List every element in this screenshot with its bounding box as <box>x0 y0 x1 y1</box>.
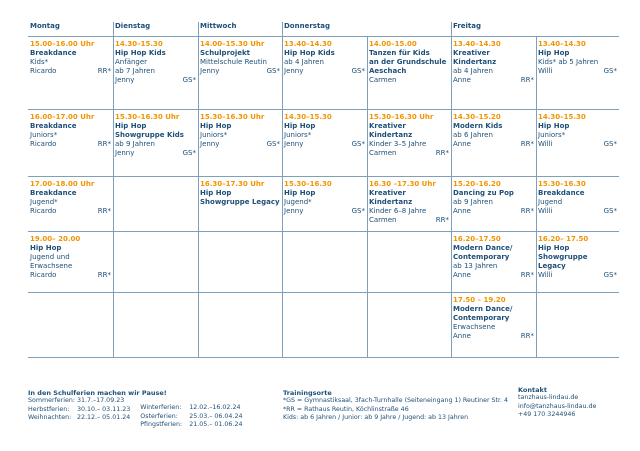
class-detail: Jugend und <box>30 253 70 262</box>
class-time: 16.20–17.50 <box>453 235 501 243</box>
class-entry-do2b <box>367 113 451 158</box>
room-code: GS* <box>603 271 617 280</box>
class-detail: Mittelschule Reutin <box>200 58 267 67</box>
grid-hline <box>28 176 619 177</box>
class-time: 16.20– 17.50 <box>538 235 589 243</box>
class-detail: ab 13 Jahren <box>453 262 498 271</box>
room-code: RR* <box>520 332 534 341</box>
teacher-name: Anne <box>453 76 471 85</box>
teacher-room-row <box>453 332 534 341</box>
training-places-block <box>283 389 513 422</box>
teacher-room-row <box>453 76 534 85</box>
class-entry-mi2 <box>198 113 282 149</box>
class-time: 17.00–18.00 Uhr <box>30 180 95 188</box>
age-groups: Kids: ab 6 Jahren / Junior: ab 9 Jahre / Jugend: ab 13 Jahren <box>283 413 469 421</box>
teacher-room-row <box>538 67 617 76</box>
place-rr: *RR = Rathaus Reutin, Köchlinstraße 46 <box>283 405 409 413</box>
class-detail: Kinder 6–8 Jahre <box>369 207 427 216</box>
day-header-freitag: Freitag <box>453 22 482 30</box>
class-entry-do2a <box>282 113 367 149</box>
class-time: 15.30–16.30 Uhr <box>369 113 434 121</box>
class-entry-fr4a <box>451 235 536 280</box>
teacher-name: Jenny <box>115 149 135 158</box>
class-detail: Jugend* <box>284 198 312 207</box>
class-title: Showgruppe Kids <box>115 131 184 140</box>
teacher-room-row <box>453 271 534 280</box>
room-code: GS* <box>603 67 617 76</box>
grid-hline <box>28 109 619 110</box>
class-entry-do3a <box>282 180 367 216</box>
class-title: Hip Hop <box>200 122 232 131</box>
room-code: GS* <box>266 67 280 76</box>
teacher-room-row <box>453 207 534 216</box>
class-entry-di2 <box>113 113 198 158</box>
class-title: Hip Hop <box>538 122 570 131</box>
class-time: 13.40–14.30 <box>538 40 586 48</box>
class-title: Tanzen für Kids <box>369 49 430 58</box>
class-detail: ab 6 Jahren <box>453 131 493 140</box>
teacher-room-row <box>115 149 196 158</box>
class-detail: Juniors* <box>200 131 228 140</box>
class-entry-do3b <box>367 180 451 225</box>
teacher-room-row <box>200 140 280 149</box>
teacher-room-row <box>538 207 617 216</box>
class-entry-do1b <box>367 40 451 85</box>
class-time: 16.00–17.00 Uhr <box>30 113 95 121</box>
room-code: RR* <box>520 271 534 280</box>
class-entry-fr4b <box>536 235 619 280</box>
class-time: 13.40–14.30 <box>284 40 332 48</box>
day-header-dienstag: Dienstag <box>115 22 151 30</box>
room-code: GS* <box>351 207 365 216</box>
teacher-name: Anne <box>453 271 471 280</box>
teacher-name: Jenny <box>284 140 304 149</box>
teacher-name: Ricardo <box>30 140 57 149</box>
class-time: 15.30–16.30 <box>284 180 332 188</box>
teacher-name: Ricardo <box>30 271 57 280</box>
class-title: Showgruppe Legacy <box>200 198 280 207</box>
room-code: GS* <box>266 140 280 149</box>
class-entry-mo4 <box>28 235 113 280</box>
class-detail: Kids* ab 5 Jahren <box>538 58 599 67</box>
teacher-room-row <box>453 140 534 149</box>
teacher-name: Anne <box>453 332 471 341</box>
room-code: GS* <box>182 76 196 85</box>
class-time: 15.20–16.20 <box>453 180 501 188</box>
class-entry-fr1a <box>451 40 536 85</box>
holiday-row: Osterferien: 25.03.– 06.04.24 <box>140 412 243 420</box>
class-title: Hip Hop <box>538 244 570 253</box>
teacher-name: Ricardo <box>30 67 57 76</box>
class-time: 14.30–15.30 <box>115 40 163 48</box>
holiday-row: Winterferien: 12.02.–16.02.24 <box>140 404 241 412</box>
teacher-name: Carmen <box>369 216 397 225</box>
class-time: 17.50 – 19.20 <box>453 296 506 304</box>
teacher-name: Anne <box>453 207 471 216</box>
room-code: RR* <box>435 216 449 225</box>
day-header-montag: Montag <box>30 22 60 30</box>
class-title: Breakdance <box>30 122 77 131</box>
class-title: Breakdance <box>538 189 585 198</box>
class-entry-mi3 <box>198 180 282 207</box>
teacher-name: Willi <box>538 67 553 76</box>
class-time: 15.30–16.30 <box>538 180 586 188</box>
contact-website[interactable]: tanzhaus-lindau.de <box>518 394 579 402</box>
class-entry-di1 <box>113 40 198 85</box>
class-detail: Erwachsene <box>30 262 73 271</box>
class-detail: Erwachsene <box>453 323 496 332</box>
class-title: Hip Hop <box>538 49 570 58</box>
room-code: GS* <box>182 149 196 158</box>
class-time: 14.00–15.00 <box>369 40 417 48</box>
grid-hline <box>28 231 619 232</box>
class-title: Contemporary <box>453 253 510 262</box>
class-title: Hip Hop <box>284 189 316 198</box>
class-detail: ab 9 Jahren <box>453 198 493 207</box>
class-title: Breakdance <box>30 49 77 58</box>
day-header-mittwoch: Mittwoch <box>200 22 237 30</box>
class-time: 14.30–15.20 <box>453 113 501 121</box>
contact-block <box>518 386 618 419</box>
teacher-name: Willi <box>538 140 553 149</box>
teacher-name: Carmen <box>369 76 397 85</box>
teacher-name: Ricardo <box>30 207 57 216</box>
contact-email[interactable]: info@tanzhaus-lindau.de <box>518 402 597 410</box>
class-title: Hip Hop <box>115 122 147 131</box>
class-detail: Jugend* <box>30 198 58 207</box>
class-time: 14.30–15.30 <box>538 113 586 121</box>
class-detail: Kids* <box>30 58 49 67</box>
class-entry-fr2a <box>451 113 536 149</box>
class-title: Modern Kids <box>453 122 503 131</box>
holidays-block <box>28 389 268 429</box>
day-header-donnerstag: Donnerstag <box>284 22 331 30</box>
class-title: an der Grundschule <box>369 58 447 67</box>
holidays-right <box>140 397 242 429</box>
class-title: Modern Dance/ <box>453 305 513 314</box>
class-entry-fr1b <box>536 40 619 76</box>
class-title: Hip Hop Kids <box>284 49 335 58</box>
class-title: Schulprojekt <box>200 49 250 58</box>
room-code: RR* <box>435 149 449 158</box>
class-detail: Juniors* <box>284 131 312 140</box>
teacher-name: Jenny <box>200 140 220 149</box>
room-code: GS* <box>603 207 617 216</box>
teacher-room-row <box>30 140 111 149</box>
class-title: Breakdance <box>30 189 77 198</box>
training-places-title: Trainingsorte <box>283 389 332 397</box>
room-code: RR* <box>520 76 534 85</box>
class-entry-mi1 <box>198 40 282 76</box>
room-code: RR* <box>97 67 111 76</box>
teacher-name: Willi <box>538 207 553 216</box>
teacher-room-row <box>200 67 280 76</box>
teacher-room-row <box>30 67 111 76</box>
room-code: GS* <box>351 67 365 76</box>
contact-phone: +49 170 3244946 <box>518 410 576 418</box>
holidays-title: In den Schulferien machen wir Pause! <box>28 389 167 397</box>
class-time: 15.30–16.30 Uhr <box>200 113 265 121</box>
class-entry-mo2 <box>28 113 113 149</box>
holiday-row: Pfingstferien: 21.05.– 01.06.24 <box>140 420 243 428</box>
teacher-name: Anne <box>453 140 471 149</box>
class-detail: Juniors* <box>30 131 58 140</box>
place-gs: *GS = Gymnastiksaal, 3fach-Turnhalle (Seiteneingang 1) Reutiner Str. 4 <box>283 397 509 405</box>
class-title: Kreativer Kindertanz <box>453 49 497 67</box>
class-title: Dancing zu Pop <box>453 189 514 198</box>
class-detail: ab 4 Jahren <box>284 58 324 67</box>
class-entry-fr3b <box>536 180 619 216</box>
teacher-room-row <box>115 76 196 85</box>
holiday-row: Sommerferien: 31.7.–17.09.23 <box>28 397 125 405</box>
class-title: Modern Dance/ <box>453 244 513 253</box>
teacher-name: Carmen <box>369 149 397 158</box>
contact-title: Kontakt <box>518 386 547 394</box>
teacher-room-row <box>30 207 111 216</box>
class-title: Hip Hop <box>200 189 232 198</box>
class-title: Contemporary <box>453 314 510 323</box>
class-time: 15.30–16.30 Uhr <box>115 113 180 121</box>
class-entry-do1a <box>282 40 367 76</box>
holiday-row: Weihnachten: 22.12.– 05.01.24 <box>28 413 131 421</box>
grid-hline <box>28 357 619 358</box>
teacher-room-row <box>284 207 365 216</box>
teacher-room-row <box>284 140 365 149</box>
grid-hline <box>28 36 619 37</box>
teacher-name: Jenny <box>115 76 135 85</box>
class-detail: ab 7 Jahren <box>115 67 155 76</box>
teacher-room-row <box>369 216 449 225</box>
room-code: RR* <box>520 207 534 216</box>
room-code: GS* <box>603 140 617 149</box>
class-detail: ab 4 Jahren <box>453 67 493 76</box>
room-code: RR* <box>97 140 111 149</box>
class-title: Kreativer Kindertanz <box>369 122 413 140</box>
room-code: GS* <box>351 140 365 149</box>
room-code: RR* <box>97 271 111 280</box>
teacher-room-row <box>538 140 617 149</box>
teacher-name: Jenny <box>284 207 304 216</box>
class-entry-fr2b <box>536 113 619 149</box>
class-title: Hip Hop <box>284 122 316 131</box>
teacher-room-row <box>369 76 449 85</box>
class-time: 15.00–16.00 Uhr <box>30 40 95 48</box>
class-detail: ab 9 Jahren <box>115 140 155 149</box>
class-time: 14.30–15.30 <box>284 113 332 121</box>
class-detail: Juniors* <box>538 131 566 140</box>
class-time: 16.30 –17.30 Uhr <box>369 180 436 188</box>
holiday-row: Herbstferien: 30.10.– 03.11.23 <box>28 405 131 413</box>
teacher-name: Willi <box>538 271 553 280</box>
teacher-name: Jenny <box>200 67 220 76</box>
class-entry-fr5a <box>451 296 536 341</box>
class-title: Hip Hop <box>30 244 62 253</box>
class-title: Showgruppe Legacy <box>538 253 588 271</box>
teacher-room-row <box>284 67 365 76</box>
class-title: Hip Hop Kids <box>115 49 166 58</box>
teacher-room-row <box>30 271 111 280</box>
class-entry-mo1 <box>28 40 113 76</box>
holidays-left <box>28 397 130 429</box>
class-detail: Jugend <box>538 198 563 207</box>
teacher-room-row <box>538 271 617 280</box>
class-detail: Anfänger <box>115 58 148 67</box>
class-title: Kreativer Kindertanz <box>369 189 413 207</box>
class-detail: Kinder 3–5 Jahre <box>369 140 427 149</box>
class-time: 14.00–15.30 Uhr <box>200 40 265 48</box>
class-time: 13.40–14.30 <box>453 40 501 48</box>
room-code: RR* <box>520 140 534 149</box>
class-title: Aeschach <box>369 67 407 76</box>
class-entry-fr3a <box>451 180 536 216</box>
room-code: RR* <box>97 207 111 216</box>
teacher-name: Jenny <box>284 67 304 76</box>
grid-hline <box>28 292 619 293</box>
teacher-room-row <box>369 149 449 158</box>
class-time: 16.30–17.30 Uhr <box>200 180 265 188</box>
class-entry-mo3 <box>28 180 113 216</box>
class-time: 19.00– 20.00 <box>30 235 81 243</box>
